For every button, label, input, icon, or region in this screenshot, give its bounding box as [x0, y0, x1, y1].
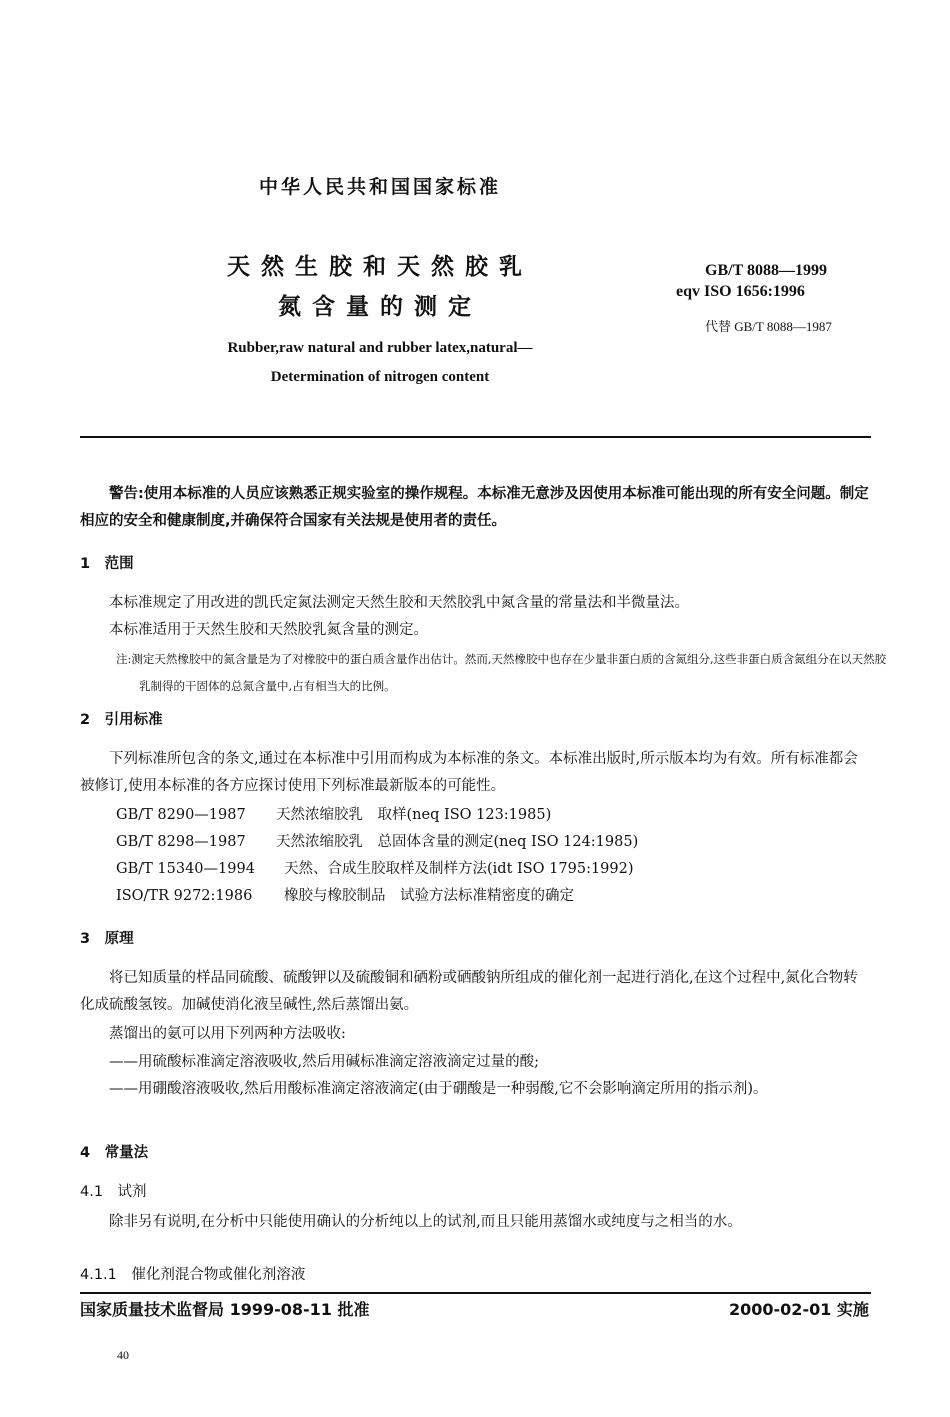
title-cn-line1: 天然生胶和天然胶乳: [227, 254, 533, 280]
subsection-4-1-1-heading: 4.1.1 催化剂混合物或催化剂溶液: [80, 1267, 306, 1283]
header-divider: [80, 436, 871, 438]
reference-code: GB/T 8298—1987: [116, 834, 246, 850]
reference-item: [116, 803, 551, 824]
replaces-standard: 代替 GB/T 8088—1987: [705, 319, 832, 334]
section-1-heading: 1 范围: [80, 556, 134, 572]
equivalent-iso-code: eqv ISO 1656:1996: [676, 283, 805, 300]
reference-code: GB/T 8290—1987: [116, 807, 246, 823]
implementation-date: 2000-02-01 实施: [729, 1300, 869, 1319]
reference-title: 天然浓缩胶乳 总固体含量的测定(neq ISO 124:1985): [276, 834, 639, 850]
national-standard-heading: 中华人民共和国国家标准: [258, 176, 501, 198]
reference-item: [116, 857, 634, 878]
safety-warning: 警告:使用本标准的人员应该熟悉正规实验室的操作规程。本标准无意涉及因使用本标准可能出现的所有安全问题。制定相应的安全和健康制度,并确保符合国家有关法规是使用者的责任。: [80, 486, 869, 529]
section-1-paragraph: 本标准适用于天然生胶和天然胶乳氮含量的测定。: [109, 622, 428, 638]
title-en-line2: Determination of nitrogen content: [270, 369, 490, 385]
title-cn-line2: 氮含量的测定: [278, 294, 482, 320]
section-2-heading: 2 引用标准: [80, 712, 163, 728]
title-en-line1: Rubber,raw natural and rubber latex,natural—: [227, 340, 533, 356]
footer-divider: [80, 1292, 871, 1294]
section-3-dash-item: ——用硼酸溶液吸收,然后用酸标准滴定溶液滴定(由于硼酸是一种弱酸,它不会影响滴定所用的指示剂)。: [109, 1081, 768, 1097]
reference-code: GB/T 15340—1994: [116, 861, 255, 877]
standard-code: GB/T 8088—1999: [705, 262, 827, 279]
reference-title: 天然、合成生胶取样及制样方法(idt ISO 1795:1992): [284, 861, 634, 877]
section-3-heading: 3 原理: [80, 931, 134, 947]
section-3-dash-item: ——用硫酸标准滴定溶液吸收,然后用碱标准滴定溶液滴定过量的酸;: [109, 1054, 539, 1070]
section-2-paragraph: 下列标准所包含的条文,通过在本标准中引用而构成为本标准的条文。本标准出版时,所示版本均为有效。所有标准都会被修订,使用本标准的各方应探讨使用下列标准最新版本的可能性。: [80, 751, 858, 794]
section-1-note: 注:测定天然橡胶中的氮含量是为了对橡胶中的蛋白质含量作出估计。然而,天然橡胶中也存在少量非蛋白质的含氮组分,这些非蛋白质含氮组分在以天然胶乳制得的干固体的总氮含量中,占有相当大的比例。: [116, 652, 887, 693]
approval-date: 国家质量技术监督局 1999-08-11 批准: [80, 1300, 370, 1319]
reference-title: 天然浓缩胶乳 取样(neq ISO 123:1985): [276, 807, 552, 823]
reference-item: [116, 830, 638, 851]
section-3-paragraph: 将已知质量的样品同硫酸、硫酸钾以及硫酸铜和硒粉或硒酸钠所组成的催化剂一起进行消化,在这个过程中,氮化合物转化成硫酸氢铵。加碱使消化液呈碱性,然后蒸馏出氨。: [80, 970, 858, 1013]
reference-title: 橡胶与橡胶制品 试验方法标准精密度的确定: [284, 888, 574, 904]
section-3-paragraph: 蒸馏出的氨可以用下列两种方法吸收:: [109, 1026, 346, 1042]
section-4-heading: 4 常量法: [80, 1145, 149, 1161]
page-number: 40: [117, 1348, 129, 1362]
reference-item: [116, 884, 574, 905]
section-1-paragraph: 本标准规定了用改进的凯氏定氮法测定天然生胶和天然胶乳中氮含量的常量法和半微量法。: [109, 595, 689, 611]
reference-code: ISO/TR 9272:1986: [116, 888, 253, 904]
subsection-4-1-paragraph: 除非另有说明,在分析中只能使用确认的分析纯以上的试剂,而且只能用蒸馏水或纯度与之相当的水。: [109, 1214, 742, 1230]
subsection-4-1-heading: 4.1 试剂: [80, 1184, 147, 1200]
